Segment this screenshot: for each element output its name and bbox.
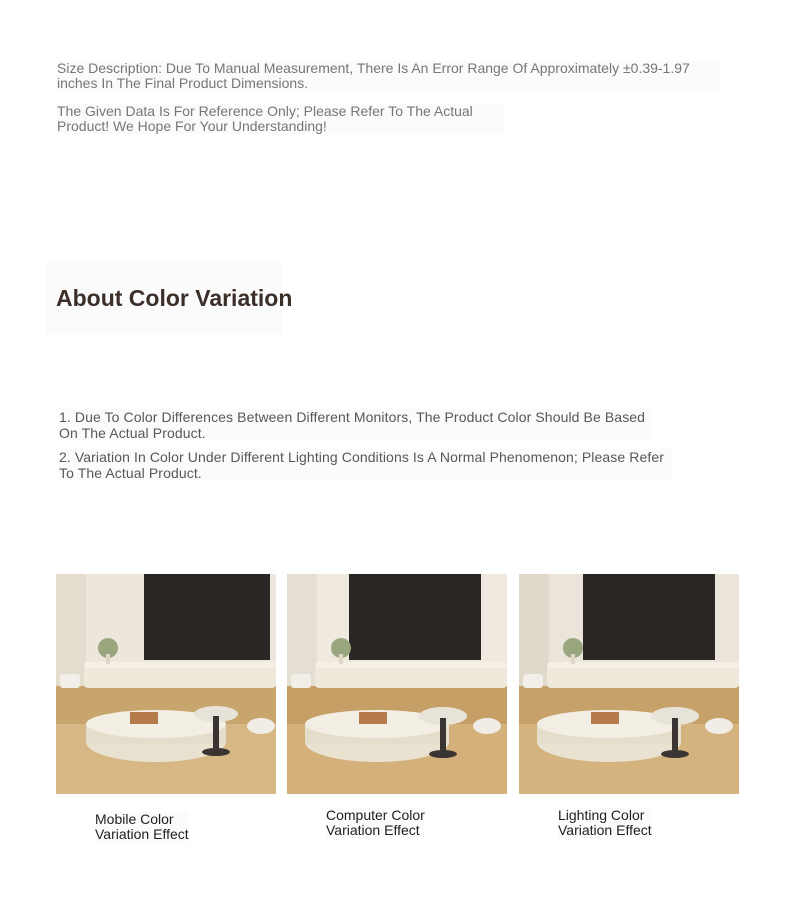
product-photo-computer <box>287 574 507 794</box>
reference-note: The Given Data Is For Reference Only; Please Refer To The Actual Product! We Hope For Your Understanding! <box>57 104 505 134</box>
product-photo-lighting <box>519 574 739 794</box>
caption-lighting: Lighting Color Variation Effect <box>558 807 652 838</box>
color-note-1: 1. Due To Color Differences Between Different Monitors, The Product Color Should Be Based On The Actual Product. <box>59 409 653 441</box>
product-photo-mobile <box>56 574 276 794</box>
caption-mobile: Mobile Color Variation Effect <box>95 811 189 842</box>
section-title: About Color Variation <box>56 285 293 311</box>
section-heading-box <box>46 262 293 334</box>
size-description-note: Size Description: Due To Manual Measurement, There Is An Error Range Of Approximately ±0.39-1.97 inches In The Final Product Dimensions. <box>57 61 721 91</box>
caption-computer: Computer Color Variation Effect <box>326 807 425 838</box>
color-note-2: 2. Variation In Color Under Different Lighting Conditions Is A Normal Phenomenon; Please Refer To The Actual Product. <box>59 449 673 481</box>
